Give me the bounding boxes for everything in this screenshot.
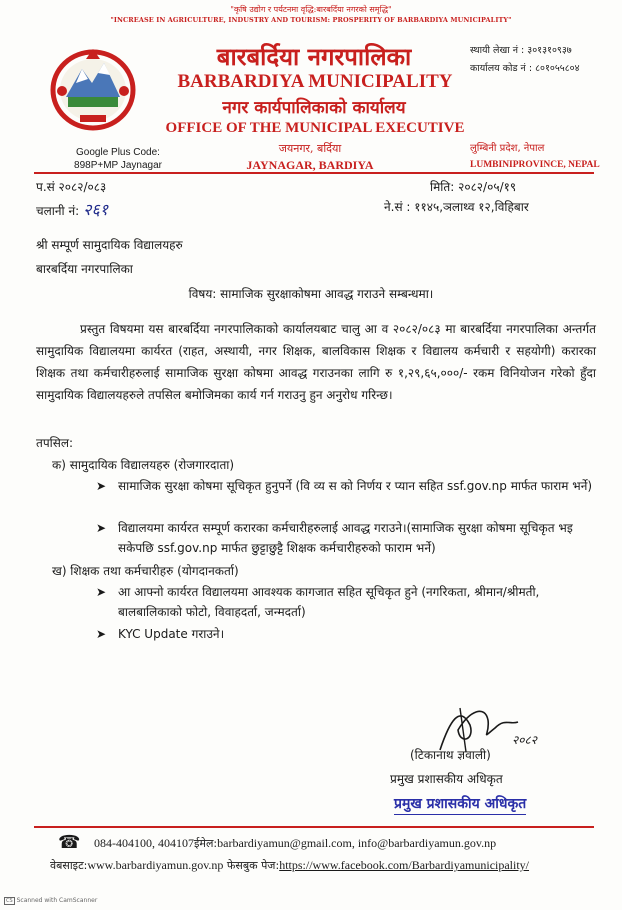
arrow-right-icon: ➤ <box>96 521 107 535</box>
scanner-logo-icon: CS <box>6 898 13 904</box>
signatory-name: (टिकानाथ ज्ञवाली) <box>410 748 491 762</box>
section-b-heading: ख) शिक्षक तथा कर्मचारीहरु (योगदानकर्ता) <box>52 564 239 578</box>
footer-website-label: वेबसाइट: <box>50 859 88 872</box>
signatory-title: प्रमुख प्रशासकीय अधिकृत <box>390 772 503 786</box>
office-code-value: : ८०१०५५८०४ <box>528 63 580 74</box>
town-english: JAYNAGAR, BARDIYA <box>246 158 374 172</box>
arrow-right-icon: ➤ <box>96 585 107 599</box>
footer-web <box>50 858 610 873</box>
footer-divider <box>34 826 594 828</box>
nepal-emblem-logo <box>48 45 138 131</box>
section-a-item-1-text: सामाजिक सुरक्षा कोषमा सूचिकृत हुनुपर्ने (वि व्य स को निर्णय र प्यान सहित ssf.gov.np मार्फत फाराम भर्ने) <box>118 479 593 493</box>
official-stamp: प्रमुख प्रशासकीय अधिकृत <box>394 794 526 815</box>
slogan-english: "INCREASE IN AGRICULTURE, INDUSTRY AND TOURISM: PROSPERITY OF BARBARDIYA MUNICIPALITY" <box>110 16 512 24</box>
date-nepali: मिति: २०८२/०५/१९ <box>430 180 517 194</box>
addressee-line-2: बारबर्दिया नगरपालिका <box>36 262 133 276</box>
office-code-label: कार्यालय कोड नं <box>470 63 526 74</box>
province-english: LUMBINIPROVINCE, NEPAL <box>470 160 600 170</box>
dispatch-label: चलानी नं: <box>36 204 80 218</box>
scanner-watermark <box>4 897 97 904</box>
letter-body-paragraph: प्रस्तुत विषयमा यस बारबर्दिया नगरपालिकाको कार्यालयबाट चालु आ व २०८२/०८३ मा बारबर्दिया नगरपालिका अन्तर्गत सामुदायिक विद्यालयमा कार्यरत (राहत, अस्थायी, नगर शिक्षक, बालविकास शिक्षक र विद्यालय कर्मचारी र सहयोगी) करारका शिक्षक तथा कर्मचारीहरुलाई सामाजिक सुरक्षा कोषमा आवद्ध गराउनका लागि रु १,२९,६५,०००/- रकम विनियोजन गरेको हुँदा सामुदायिक विद्यालयहरुले तपसिल बमोजिमका कार्य गर्न गराउनु हुन अनुरोध गरिन्छ। <box>36 322 596 402</box>
header-divider <box>34 172 594 174</box>
dispatch-value: २६१ <box>83 200 109 219</box>
section-b-item-1 <box>96 582 596 622</box>
section-b-item-2 <box>96 624 596 644</box>
footer-website-link[interactable]: www.barbardiyamun.gov.np <box>87 858 224 872</box>
permanent-account-label: स्थायी लेखा नं <box>470 45 518 56</box>
addressee-line-1: श्री सम्पूर्ण सामुदायिक विद्यालयहरु <box>36 238 183 252</box>
google-plus-label: Google Plus Code: <box>76 147 160 158</box>
municipality-name-nepali: बारबर्दिया नगरपालिका <box>216 42 412 71</box>
arrow-right-icon: ➤ <box>96 479 107 493</box>
google-plus-value: 898P+MP Jaynagar <box>74 160 162 171</box>
province-nepali: लुम्बिनी प्रदेश, नेपाल <box>470 143 545 154</box>
section-a-item-1 <box>96 476 596 496</box>
slogan-nepali: "कृषि उद्योग र पर्यटनमा वृद्धि:बारबर्दिया नगरको समृद्धि" <box>230 5 392 14</box>
province-info <box>470 141 620 173</box>
footer-email-label: ईमेल: <box>194 837 218 850</box>
footer-phone: 084-404100, 404107 <box>94 836 194 850</box>
section-a-item-2 <box>96 518 596 558</box>
footer-facebook-link[interactable]: https://www.facebook.com/Barbardiyamunicipality/ <box>279 858 530 872</box>
letter-subject: विषय: सामाजिक सुरक्षाकोषमा आवद्ध गराउने सम्बन्धमा। <box>188 287 434 301</box>
municipality-name-english: BARBARDIYA MUNICIPALITY <box>177 71 453 92</box>
arrow-right-icon: ➤ <box>96 627 107 641</box>
office-name-nepali: नगर कार्यपालिकाको कार्यालय <box>222 98 406 118</box>
reference-number: प.सं २०८२/०८३ <box>36 180 107 194</box>
section-b-item-2-text: KYC Update गराउने। <box>118 627 225 641</box>
section-b-item-1-text: आ आफ्नो कार्यरत विद्यालयमा आवश्यक कागजात सहित सूचिकृत हुने (नगरिकता, श्रीमान/श्रीमती, बालबालिकाको फोटो, विवाहदर्ता, जन्मदर्ता) <box>118 585 540 619</box>
google-plus-code <box>58 146 178 172</box>
signature-date: २०८२ <box>512 733 537 747</box>
office-name-english: OFFICE OF THE MUNICIPAL EXECUTIVE <box>165 120 465 136</box>
permanent-account-value: : ३०१३१०९३७ <box>521 45 572 56</box>
scanner-text: Scanned with CamScanner <box>16 897 98 904</box>
section-a-heading: क) सामुदायिक विद्यालयहरु (रोजगारदाता) <box>52 458 235 472</box>
registration-info <box>470 42 620 78</box>
footer-facebook-label: फेसबुक पेज: <box>226 859 280 872</box>
tapsil-heading: तपसिल: <box>36 436 74 450</box>
phone-icon: ☎ <box>58 832 81 853</box>
town-nepali: जयनगर, बर्दिया <box>278 142 342 155</box>
dispatch-number <box>36 198 108 220</box>
section-a-item-2-text: विद्यालयमा कार्यरत सम्पूर्ण करारका कर्मचारीहरुलाई आवद्ध गराउने।(सामाजिक सुरक्षा कोषमा सूचिकृत भइ सकेपछि ssf.gov.np मार्फत छुट्टाछुट्टै शिक्षक कर्मचारीहरुको फाराम भर्ने) <box>118 521 573 555</box>
date-nepal-sambat: ने.सं : ११४५,ञलाथ्व १२,विहिबार <box>384 200 529 214</box>
footer-email[interactable]: barbardiyamun@gmail.com, info@barbardiyamun.gov.np <box>217 836 497 850</box>
footer-contact <box>94 836 614 851</box>
